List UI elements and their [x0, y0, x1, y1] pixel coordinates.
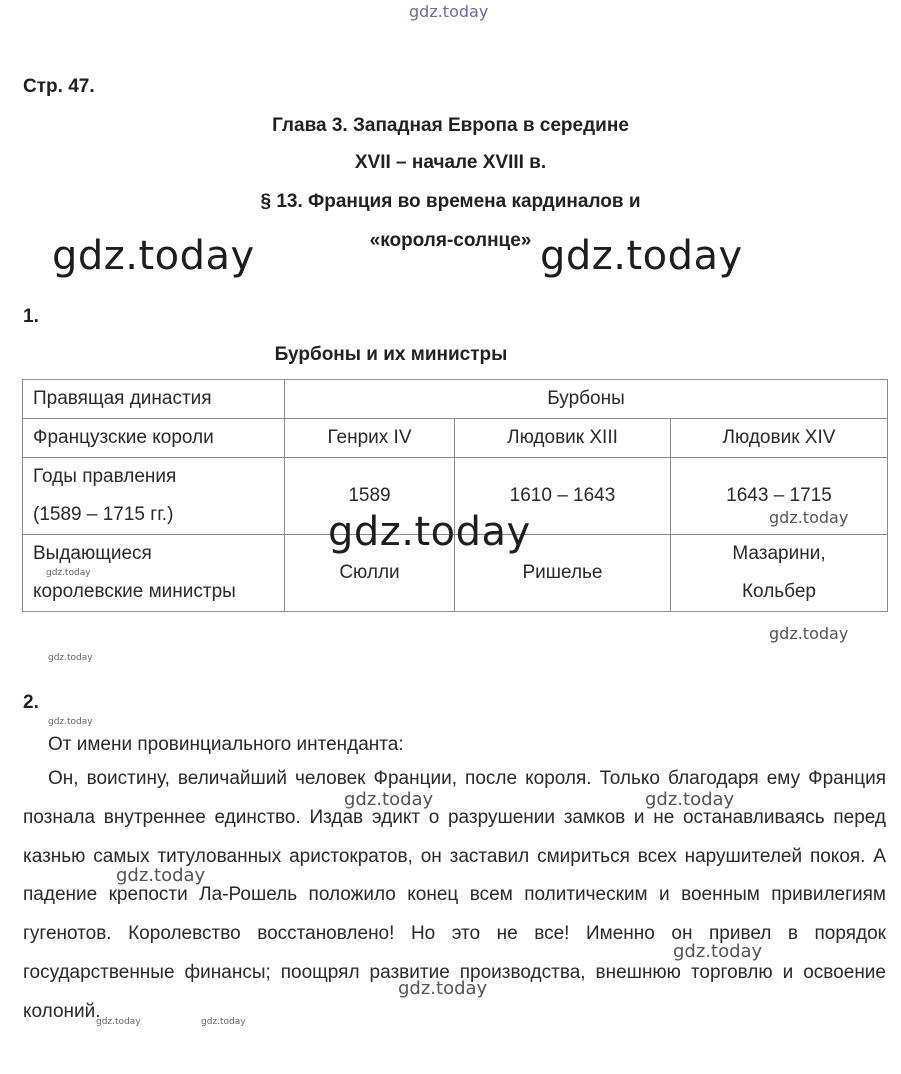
ministers-label-line1: Выдающиеся [33, 543, 152, 564]
task-2-paragraph: Он, воистину, величайший человек Франции, после короля. Только благодаря ему Франция познала внутреннее единство. Издав эдикт о разрушении замков и не останавливаясь перед казнью самых титулованных аристократов, он заставил смириться всех нарушителей покоя. А падение крепости Ла-Рошель положило конец всем политическим и военным привилегиям гугенотов. Королевство восстановлено! Но это не все! Именно он привел в порядок государственные финансы; поощрял развитие производства, внешнюю торговлю и освоение колоний. [23, 768, 886, 1022]
watermark-para-small-2: gdz.today [201, 1017, 246, 1027]
watermark-para-1: gdz.today [344, 789, 434, 810]
watermark-below-table: gdz.today [769, 624, 849, 643]
section-title-line1: § 13. Франция во времена кардиналов и [260, 191, 641, 212]
watermark-large-left: gdz.today [52, 233, 255, 279]
watermark-large-right: gdz.today [540, 233, 743, 279]
cell-minister-2: Ришелье [455, 535, 671, 612]
watermark-table-large: gdz.today [328, 509, 531, 555]
cell-kings-label: Французские короли [23, 419, 285, 458]
cell-king-3: Людовик XIV [671, 419, 888, 458]
cell-years-label [23, 458, 285, 535]
cell-king-1: Генрих IV [285, 419, 455, 458]
watermark-small-2: gdz.today [48, 717, 93, 727]
cell-years-3: 1643 – 1715 [671, 458, 888, 535]
cell-dynasty-value: Бурбоны [285, 380, 888, 419]
years-label-line1: Годы правления [33, 466, 177, 487]
chapter-title-line2: XVII – начале XVIII в. [354, 152, 547, 173]
watermark-para-4: gdz.today [673, 941, 763, 962]
watermark-small-1: gdz.today [48, 653, 93, 663]
watermark-para-5: gdz.today [398, 978, 488, 999]
cell-king-2: Людовик XIII [455, 419, 671, 458]
cell-years-2: 1610 – 1643 [455, 458, 671, 535]
watermark-table-small: gdz.today [46, 568, 91, 578]
task-1-number: 1. [23, 306, 39, 327]
task-2-number: 2. [23, 692, 39, 713]
watermark-para-2: gdz.today [645, 789, 735, 810]
cell-years-1: 1589 [285, 458, 455, 535]
cell-minister-3 [671, 535, 888, 612]
minister-3-line2: Кольбер [741, 581, 816, 602]
ministers-label-line2: королевские министры [33, 581, 236, 602]
watermark-top: gdz.today [409, 2, 489, 21]
minister-3-line1: Мазарини, [732, 543, 826, 564]
watermark-table-cell: gdz.today [769, 508, 849, 527]
cell-dynasty-label: Правящая династия [23, 380, 285, 419]
years-label-line2: (1589 – 1715 гг.) [33, 504, 174, 525]
cell-minister-1: Сюлли [285, 535, 455, 612]
table-row-dynasty [23, 380, 888, 419]
table-title: Бурбоны и их министры [274, 344, 508, 365]
chapter-title-line1: Глава 3. Западная Европа в середине [272, 115, 629, 136]
watermark-para-small-1: gdz.today [96, 1017, 141, 1027]
bourbons-table [22, 379, 888, 612]
task-2-intro: От имени провинциального интенданта: [48, 734, 404, 755]
watermark-para-3: gdz.today [116, 865, 206, 886]
page-reference: Стр. 47. [23, 76, 95, 97]
section-title-line2: «короля-солнце» [369, 230, 532, 251]
table-row-kings [23, 419, 888, 458]
